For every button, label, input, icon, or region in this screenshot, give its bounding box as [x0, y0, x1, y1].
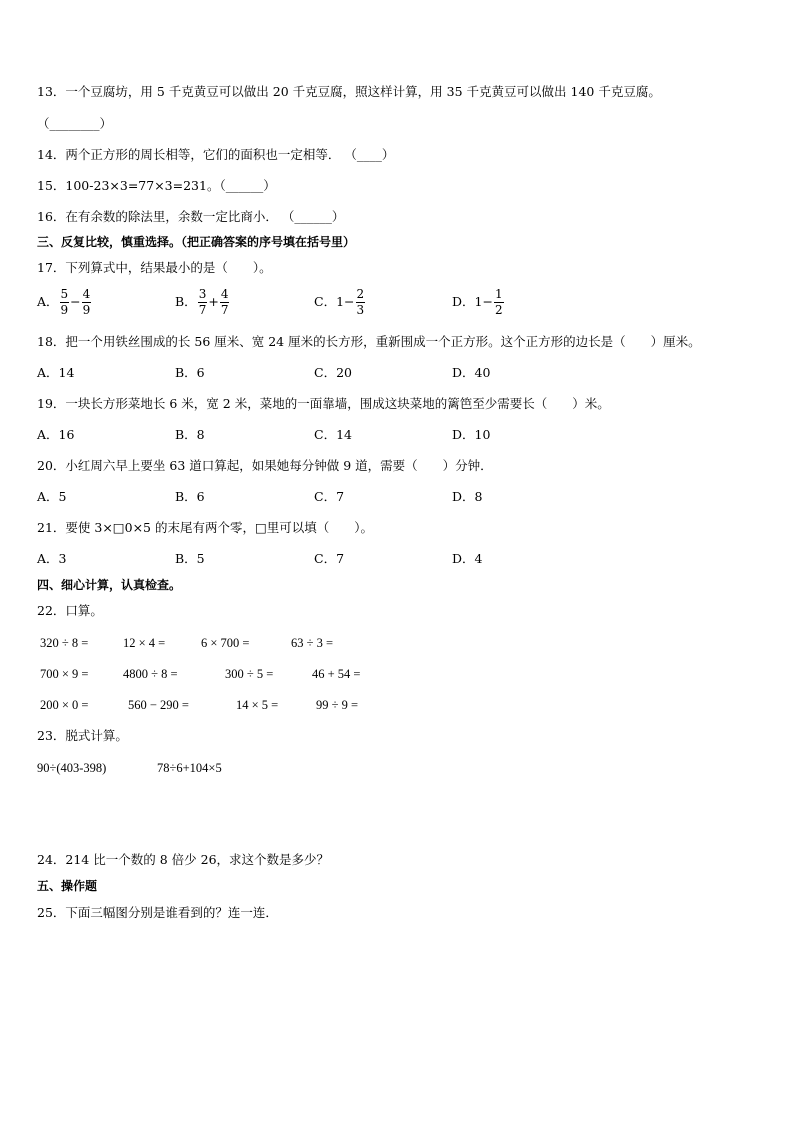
q19-option-b: B．8 [175, 427, 205, 442]
q21-option-d: D．4 [452, 551, 483, 566]
question-25: 25．下面三幅图分别是谁看到的？连一连． [37, 905, 278, 920]
oral-calc-item: 300 ÷ 5 = [225, 667, 274, 681]
q18-option-a: A．14 [37, 365, 75, 380]
q20-option-b: B．6 [175, 489, 205, 504]
q21-option-c: C．7 [314, 551, 345, 566]
question-13-answer-blank: （________） [37, 116, 113, 131]
q19-option-d: D．10 [452, 427, 491, 442]
question-14: 14．两个正方形的周长相等，它们的面积也一定相等． （____） [37, 147, 395, 162]
q20-option-d: D．8 [452, 489, 483, 504]
q19-option-a: A．16 [37, 427, 75, 442]
oral-calc-item: 200 × 0 = [40, 698, 89, 712]
question-13-line1: 13．一个豆腐坊，用 5 千克黄豆可以做出 20 千克豆腐，照这样计算，用 35 千克黄豆可以做出 140 千克豆腐。 [37, 84, 661, 99]
q20-option-c: C．7 [314, 489, 345, 504]
section-3-heading: 三、反复比较，慎重选择。（把正确答案的序号填在括号里） [37, 235, 356, 249]
fraction: $\frac{5}{9}$ [60, 287, 69, 317]
fraction: $\frac{1}{2}$ [494, 287, 503, 317]
oral-calc-item: 6 × 700 = [201, 636, 250, 650]
oral-calc-item: 700 × 9 = [40, 667, 89, 681]
fraction: $\frac{3}{7}$ [198, 287, 207, 317]
oral-calc-item: 12 × 4 = [123, 636, 166, 650]
question-22-stem: 22．口算。 [37, 603, 103, 618]
oral-calc-item: 560 − 290 = [128, 698, 189, 712]
q17-option-b: B． $\frac{3}{7}$ + $\frac{4}{7}$ [175, 287, 229, 317]
q18-option-d: D．40 [452, 365, 491, 380]
fraction: $\frac{2}{3}$ [356, 287, 365, 317]
question-19-stem: 19．一块长方形菜地长 6 米，宽 2 米，菜地的一面靠墙，围成这块菜地的篱笆至少需要长（ ）米。 [37, 396, 610, 411]
step-calc-item: 78÷6+104×5 [157, 761, 222, 775]
q18-option-b: B．6 [175, 365, 205, 380]
q21-option-a: A．3 [37, 551, 67, 566]
section-4-heading: 四、细心计算，认真检查。 [37, 578, 182, 592]
oral-calc-item: 14 × 5 = [236, 698, 279, 712]
q17-option-c: C．1− $\frac{2}{3}$ [314, 287, 365, 317]
q17-option-d: D．1− $\frac{1}{2}$ [452, 287, 503, 317]
q21-option-b: B．5 [175, 551, 205, 566]
question-15: 15．100-23×3=77×3=231。（______） [37, 178, 276, 193]
question-17-stem: 17．下列算式中，结果最小的是（ ）。 [37, 260, 272, 275]
question-24: 24．214 比一个数的 8 倍少 26，求这个数是多少？ [37, 852, 330, 867]
oral-calc-item: 4800 ÷ 8 = [123, 667, 178, 681]
q18-option-c: C．20 [314, 365, 352, 380]
q17-option-a: A． $\frac{5}{9}$ − $\frac{4}{9}$ [37, 287, 91, 317]
fraction: $\frac{4}{7}$ [220, 287, 229, 317]
oral-calc-item: 320 ÷ 8 = [40, 636, 89, 650]
step-calc-item: 90÷(403-398) [37, 761, 107, 775]
q19-option-c: C．14 [314, 427, 352, 442]
q20-option-a: A．5 [37, 489, 67, 504]
question-16: 16．在有余数的除法里，余数一定比商小． （______） [37, 209, 345, 224]
question-23-stem: 23．脱式计算。 [37, 728, 128, 743]
question-20-stem: 20．小红周六早上要坐 63 道口算起，如果她每分钟做 9 道，需要（ ）分钟． [37, 458, 493, 473]
oral-calc-item: 99 ÷ 9 = [316, 698, 359, 712]
oral-calc-item: 46 + 54 = [312, 667, 361, 681]
section-5-heading: 五、操作题 [37, 879, 98, 893]
oral-calc-item: 63 ÷ 3 = [291, 636, 334, 650]
question-21-stem: 21．要使 3×□0×5 的末尾有两个零，□里可以填（ ）。 [37, 520, 374, 535]
question-18-stem: 18．把一个用铁丝围成的长 56 厘米、宽 24 厘米的长方形，重新围成一个正方形。这个正方形的边长是（ ）厘米。 [37, 334, 701, 349]
fraction: $\frac{4}{9}$ [82, 287, 91, 317]
